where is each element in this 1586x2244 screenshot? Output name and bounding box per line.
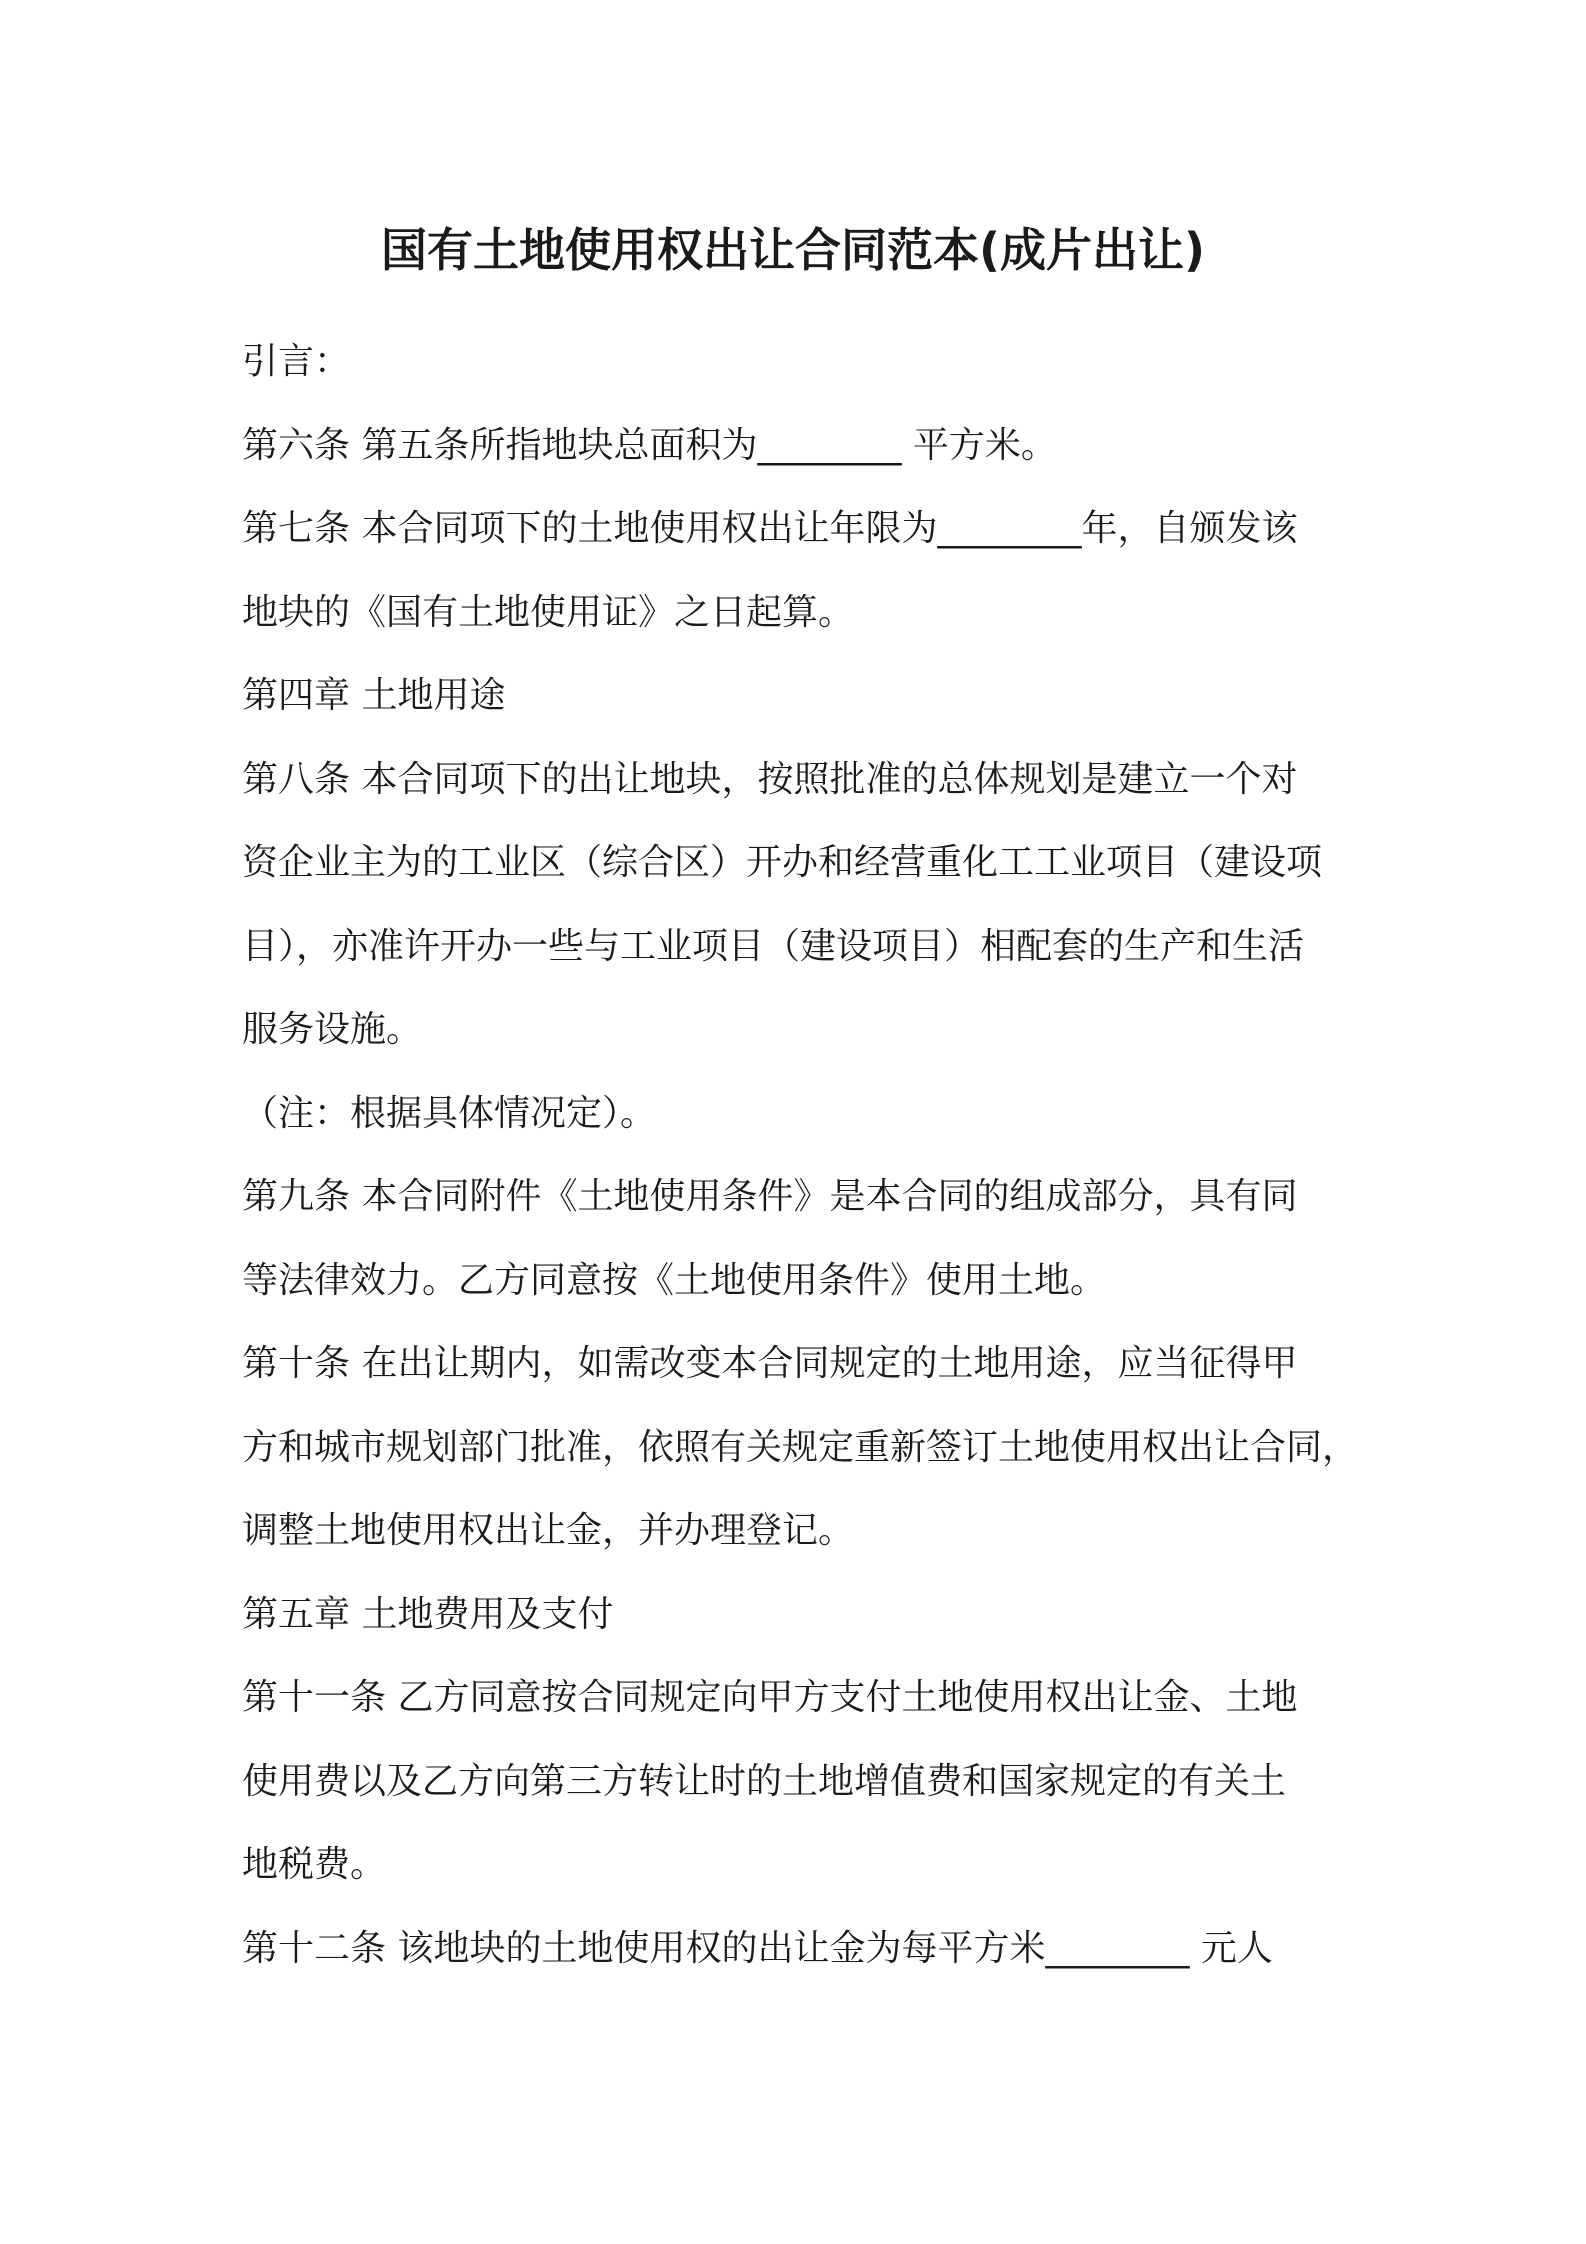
article-11-line-2: 使用费以及乙方向第三方转让时的土地增值费和国家规定的有关土 (242, 1760, 1287, 1802)
article-9-line-1: 第九条 本合同附件《土地使用条件》是本合同的组成部分，具有同 (242, 1176, 1298, 1217)
article-10-line-1: 第十条 在出让期内，如需改变本合同规定的土地用途，应当征得甲 (242, 1343, 1298, 1384)
article-7-line-2: 地块的《国有土地使用证》之日起算。 (242, 591, 855, 633)
article-8-line-1: 第八条 本合同项下的出让地块，按照批准的总体规划是建立一个对 (242, 758, 1298, 800)
article-10-line-2: 方和城市规划部门批准，依照有关规定重新签订土地使用权出让合同， (242, 1426, 1359, 1468)
article-9-line-2: 等法律效力。乙方同意按《土地使用条件》使用土地。 (242, 1259, 1107, 1301)
article-10-line-3: 调整土地使用权出让金，并办理登记。 (242, 1510, 855, 1551)
document-body (242, 320, 1382, 1990)
article-8-line-2: 资企业主为的工业区（综合区）开办和经营重化工工业项目（建设项 (242, 842, 1323, 883)
intro-line: 引言： (242, 341, 351, 382)
article-8-line-3: 目），亦准许开办一些与工业项目（建设项目）相配套的生产和生活 (242, 925, 1305, 967)
article-11-line-3: 地税费。 (242, 1844, 387, 1885)
article-7-line-1: 第七条 本合同项下的土地使用权出让年限为________年，自颁发该 (242, 508, 1298, 549)
article-12-line-1: 第十二条 该地块的土地使用权的出让金为每平方米________ 元人 (242, 1927, 1273, 1969)
article-8-line-4: 服务设施。 (242, 1009, 423, 1050)
document-title: 国有土地使用权出让合同范本(成片出让) (380, 223, 1206, 277)
article-11-line-1: 第十一条 乙方同意按合同规定向甲方支付土地使用权出让金、土地 (242, 1677, 1298, 1718)
chapter-5-heading: 第五章 土地费用及支付 (242, 1593, 614, 1635)
article-6-line-1: 第六条 第五条所指地块总面积为________ 平方米。 (242, 424, 1057, 466)
chapter-4-heading: 第四章 土地用途 (242, 675, 506, 716)
note-line: （注：根据具体情况定）。 (242, 1092, 657, 1134)
